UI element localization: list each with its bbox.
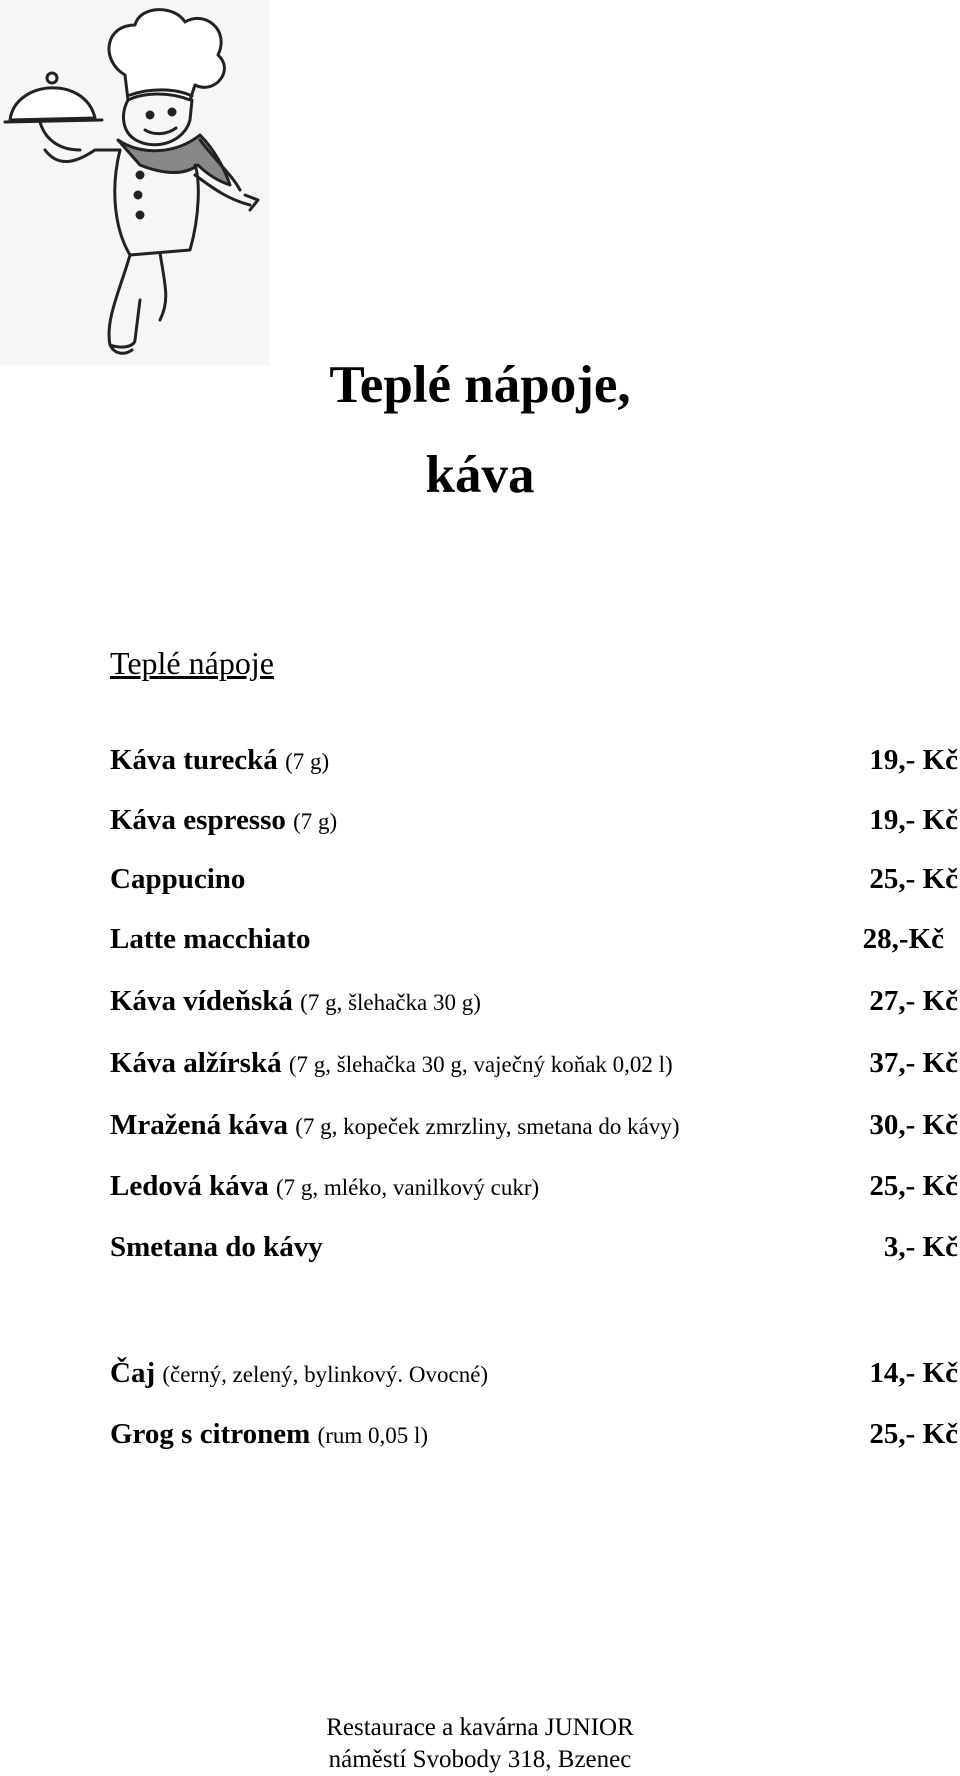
- item-note: (7 g, šlehačka 30 g): [300, 990, 481, 1015]
- menu-item: [110, 1357, 958, 1401]
- item-price: 14,- Kč: [869, 1357, 958, 1389]
- item-name: Latte macchiato: [110, 923, 311, 955]
- item-name: Mražená káva: [110, 1109, 288, 1141]
- item-note: (7 g): [293, 809, 338, 834]
- item-price: 30,- Kč: [869, 1109, 958, 1141]
- item-name: Káva vídeňská: [110, 985, 293, 1017]
- footer: [0, 1712, 960, 1776]
- item-name: Grog s citronem: [110, 1418, 311, 1450]
- item-note: (7 g, mléko, vanilkový cukr): [275, 1175, 540, 1200]
- item-name: Káva espresso: [110, 804, 286, 836]
- item-price: 19,- Kč: [869, 804, 958, 836]
- menu-item: [110, 1047, 958, 1091]
- item-price: 25,- Kč: [869, 1170, 958, 1202]
- menu-item: [110, 1170, 958, 1214]
- item-note: (7 g, šlehačka 30 g, vaječný koňak 0,02 l): [288, 1052, 673, 1077]
- item-price: 25,- Kč: [869, 863, 958, 895]
- item-price: 25,- Kč: [869, 1418, 958, 1450]
- item-note: (rum 0,05 l): [317, 1423, 429, 1448]
- footer-restaurant-name: Restaurace a kavárna JUNIOR: [326, 1714, 634, 1741]
- page-title-line-1: Teplé nápoje,: [329, 356, 631, 414]
- item-price: 37,- Kč: [869, 1047, 958, 1079]
- menu-item: [110, 985, 958, 1029]
- menu-item: [110, 1418, 958, 1462]
- item-name: Ledová káva: [110, 1170, 269, 1202]
- item-note: (7 g): [285, 749, 330, 774]
- item-name: Cappucino: [110, 863, 246, 895]
- item-note: (černý, zelený, bylinkový. Ovocné): [162, 1362, 489, 1387]
- menu-item: [110, 1231, 958, 1275]
- menu-item: [110, 804, 958, 848]
- section-heading: Teplé nápoje: [110, 645, 274, 681]
- item-name: Smetana do kávy: [110, 1231, 323, 1263]
- menu-item: [110, 923, 958, 967]
- item-price: 27,- Kč: [869, 985, 958, 1017]
- item-price: 28,-Kč: [862, 923, 944, 955]
- footer-address: náměstí Svobody 318, Bzenec: [328, 1746, 632, 1773]
- page-title-line-2: káva: [425, 446, 535, 504]
- item-price: 19,- Kč: [869, 744, 958, 776]
- item-name: Káva turecká: [110, 744, 278, 776]
- item-name: Čaj: [110, 1357, 156, 1389]
- menu-item: [110, 1109, 958, 1153]
- menu-item: [110, 863, 958, 907]
- item-price: 3,- Kč: [883, 1231, 958, 1263]
- menu-item: [110, 744, 958, 788]
- chef-with-cloche-icon: [0, 0, 270, 365]
- item-note: (7 g, kopeček zmrzliny, smetana do kávy): [295, 1114, 680, 1139]
- item-name: Káva alžírská: [110, 1047, 282, 1079]
